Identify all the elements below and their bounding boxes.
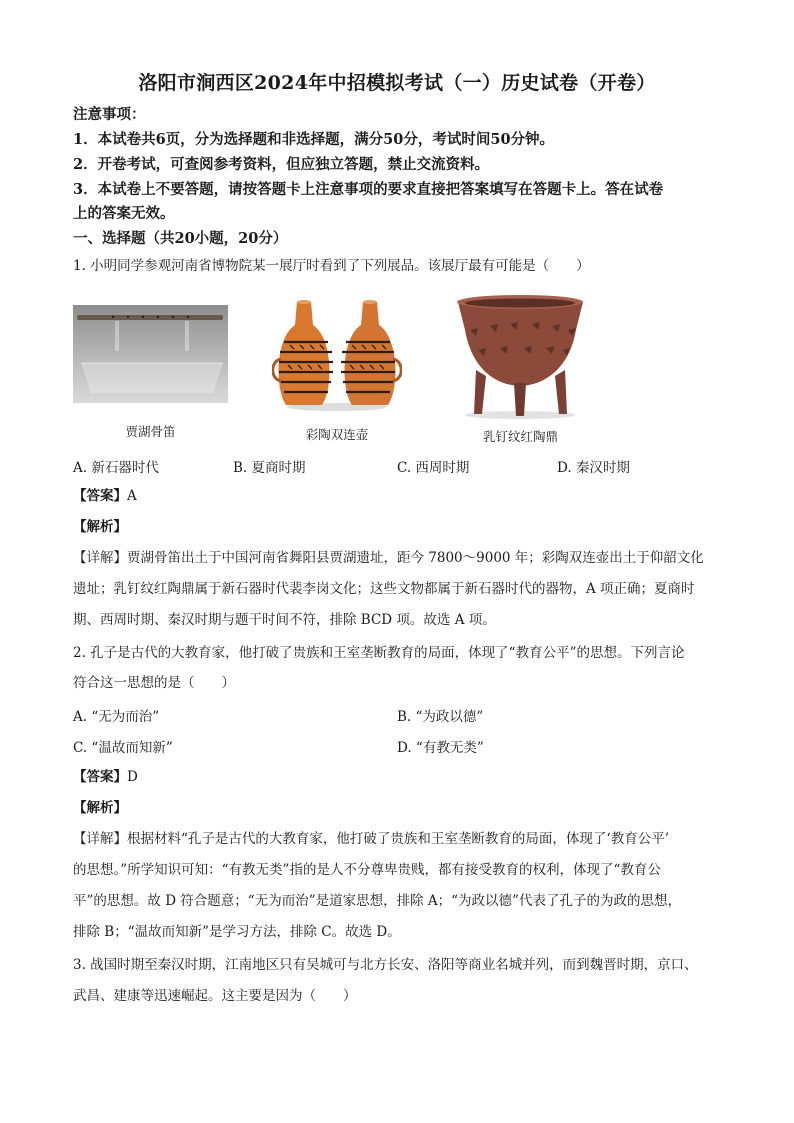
q2-option-b[interactable]: B. “为政以德” <box>397 709 484 725</box>
q2-stem-line-1: 2. 孔子是古代的大教育家，他打破了贵族和王室垄断教育的局面，体现了“教育公平”的思想。下列言论 <box>73 645 685 661</box>
q3-stem-line-1: 3. 战国时期至秦汉时期，江南地区只有吴城可与北方长安、洛阳等商业名城并列，而到魏晋时期，京口、 <box>73 957 698 973</box>
caption-double-pot: 彩陶双连壶 <box>305 427 369 442</box>
q2-answer <box>73 767 138 787</box>
q2-detail-line-2: 的思想。”所学知识可知：“有教无类”指的是人不分尊卑贵贱，都有接受教育的权利，体现了“教育公 <box>73 862 661 878</box>
caption-bone-flute: 贾湖骨笛 <box>125 424 176 439</box>
q2-analysis-tag: 【解析】 <box>73 800 127 816</box>
pottery-ding-image <box>448 290 593 420</box>
q1-analysis-tag: 【解析】 <box>73 519 127 535</box>
exam-title: 洛阳市涧西区2024年中招模拟考试（一）历史试卷（开卷） <box>138 72 656 94</box>
q2-answer-tag: 【答案】 <box>73 769 127 785</box>
caption-pottery-ding: 乳钉纹红陶鼎 <box>482 429 558 444</box>
q1-answer <box>73 486 137 506</box>
q2-option-c[interactable]: C. “温故而知新” <box>73 740 173 756</box>
section-heading: 一、选择题（共20小题，20分） <box>73 230 288 247</box>
notice-item-3-cont: 上的答案无效。 <box>73 205 175 222</box>
q2-option-a[interactable]: A. “无为而治” <box>73 709 160 725</box>
q1-answer-value: A <box>127 488 137 504</box>
q1-detail-line-3: 期、西周时期、秦汉时期与题干时间不符，排除 BCD 项。故选 A 项。 <box>73 612 496 628</box>
q1-option-a[interactable]: A. 新石器时代 <box>73 460 159 476</box>
double-pot-image <box>272 297 402 412</box>
q1-stem: 1. 小明同学参观河南省博物院某一展厅时看到了下列展品。该展厅最有可能是（ ） <box>73 258 590 274</box>
q2-answer-value: D <box>127 769 138 785</box>
q1-detail-line-1: 【详解】贾湖骨笛出土于中国河南省舞阳县贾湖遗址，距今 7800～9000 年；彩陶双连壶出土于仰韶文化 <box>73 550 704 566</box>
q1-option-b[interactable]: B. 夏商时期 <box>233 460 306 476</box>
notice-item-2: 2．开卷考试，可查阅参考资料，但应独立答题，禁止交流资料。 <box>73 156 490 173</box>
q1-answer-tag: 【答案】 <box>73 488 127 504</box>
q2-detail-line-3: 平”的思想。故 D 符合题意；“无为而治”是道家思想，排除 A；“为政以德”代表了孔子的为政的思想， <box>73 893 681 909</box>
q1-option-c[interactable]: C. 西周时期 <box>397 460 470 476</box>
q1-option-d[interactable]: D. 秦汉时期 <box>557 460 630 476</box>
notice-item-3: 3．本试卷上不要答题，请按答题卡上注意事项的要求直接把答案填写在答题卡上。答在试卷 <box>73 181 664 198</box>
q2-detail-line-4: 排除 B；“温故而知新”是学习方法，排除 C。故选 D。 <box>73 924 401 940</box>
q2-option-d[interactable]: D. “有教无类” <box>397 740 484 756</box>
bone-flute-image <box>73 305 228 403</box>
q2-detail-line-1: 【详解】根据材料“孔子是古代的大教育家，他打破了贵族和王室垄断教育的局面，体现了‘教育公平’ <box>73 831 669 847</box>
q3-stem-line-2: 武昌、建康等迅速崛起。这主要是因为（ ） <box>73 988 357 1004</box>
notice-heading: 注意事项： <box>73 106 146 123</box>
notice-item-1: 1．本试卷共6页，分为选择题和非选择题，满分50分，考试时间50分钟。 <box>73 131 555 148</box>
q2-stem-line-2: 符合这一思想的是（ ） <box>73 675 235 691</box>
q1-detail-line-2: 遗址；乳钉纹红陶鼎属于新石器时代裴李岗文化；这些文物都属于新石器时代的器物，A 项正确；夏商时 <box>73 581 695 597</box>
